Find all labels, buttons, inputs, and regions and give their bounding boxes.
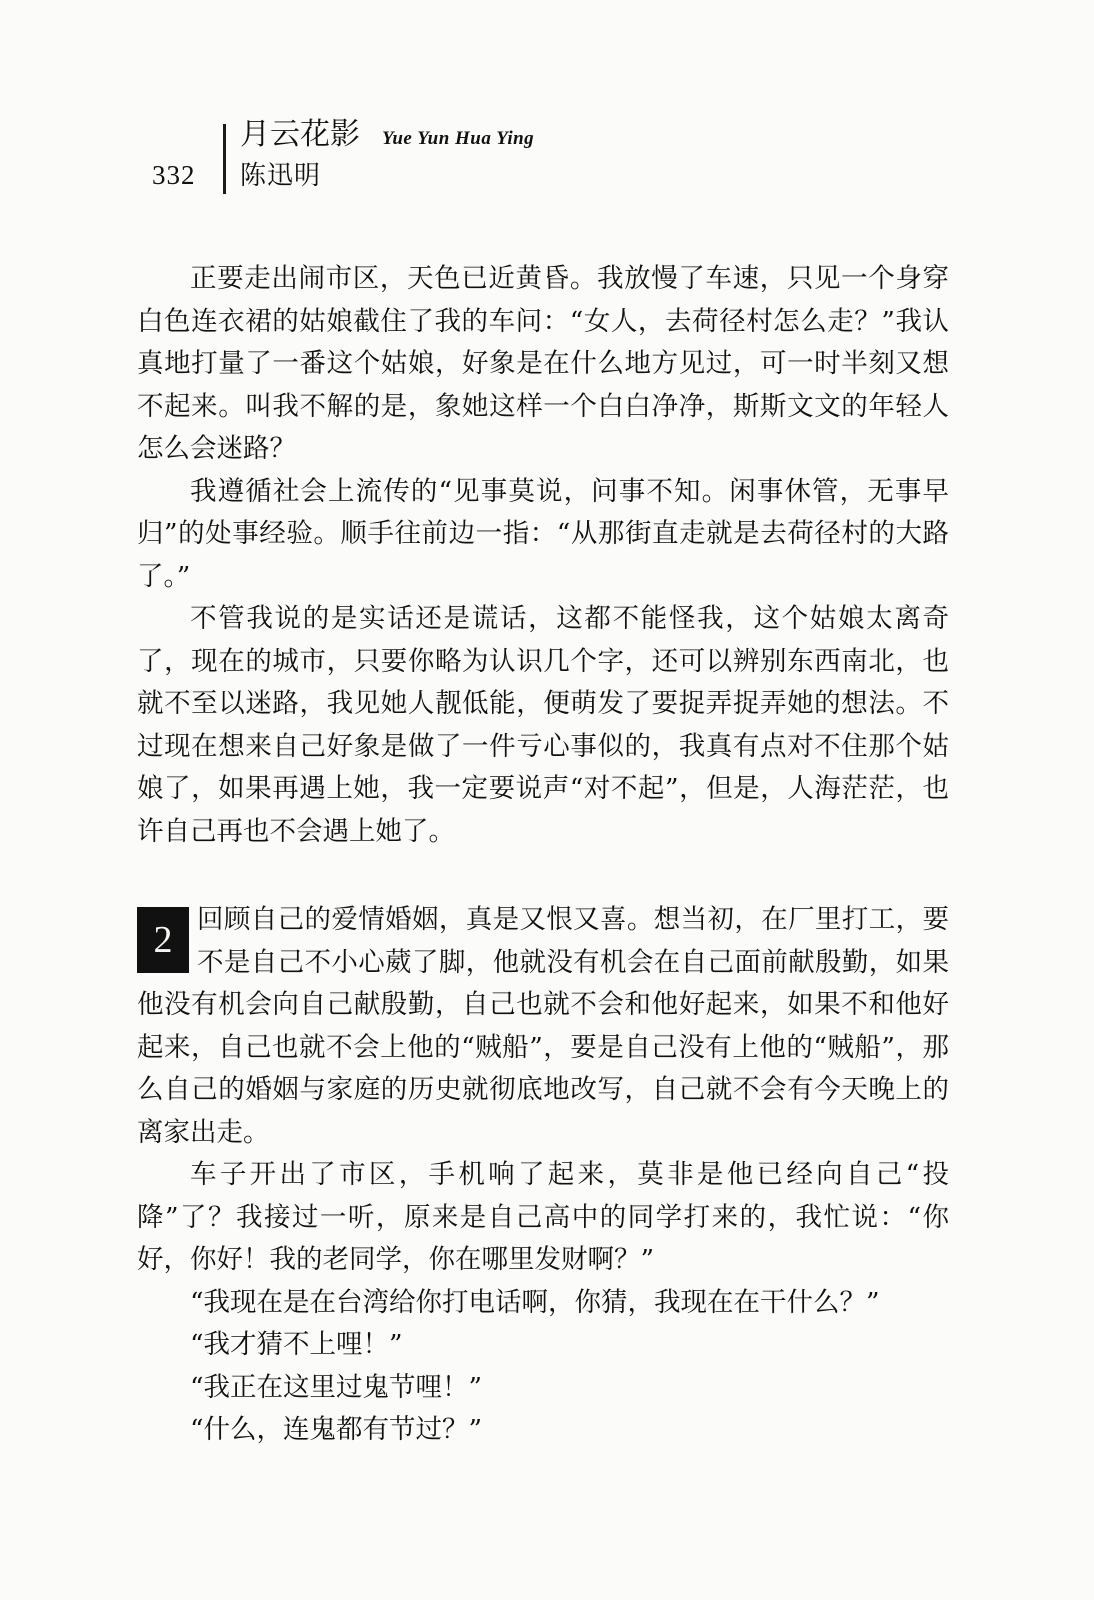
dialogue-line: “我正在这里过鬼节哩！” — [190, 1371, 483, 1403]
section-break — [137, 853, 949, 899]
author-name: 陈迅明 — [240, 161, 322, 191]
section-2-opening-text: 回顾自己的爱情婚姻，真是又恨又喜。想当初，在厂里打工，要不是自己不小心葳了脚，他就没有机会在自己面前献殷勤，如果他没有机会向自己献殷勤，自己也就不会和他好起来，如果不和他好起来，自己也就不会上他的“贼船”，要是自己没有上他的“贼船”，那么自己的婚姻与家庭的历史就彻底地改写，自己就不会有今天晚上的离家出走。 — [137, 904, 949, 1148]
dialogue-line: “我现在是在台湾给你打电话啊，你猜，我现在在干什么？” — [190, 1286, 880, 1318]
book-title-pinyin: Yue Yun Hua Ying — [382, 128, 535, 149]
paragraph: 车子开出了市区，手机响了起来，莫非是他已经向自己“投降”了？我接过一听，原来是自己高中的同学打来的，我忙说：“你好，你好！我的老同学，你在哪里发财啊？” — [137, 1159, 949, 1275]
paragraph: 正要走出闹市区，天色已近黄昏。我放慢了车速，只见一个身穿白色连衣裙的姑娘截住了我的车问：“女人，去荷径村怎么走？”我认真地打量了一番这个姑娘，好象是在什么地方见过，可一时半刻又想不起来。叫我不解的是，象她这样一个白白净净，斯斯文文的年轻人怎么会迷路？ — [137, 263, 949, 464]
paragraph: 不管我说的是实话还是谎话，这都不能怪我，这个姑娘太离奇了，现在的城市，只要你略为认识几个字，还可以辨别东西南北，也就不至以迷路，我见她人靓低能，便萌发了要捉弄捉弄她的想法。不过现在想来自己好象是做了一件亏心事似的，我真有点对不住那个姑娘了，如果再遇上她，我一定要说声“对不起”，但是，人海茫茫，也许自己再也不会遇上她了。 — [137, 603, 949, 847]
section-number-badge: 2 — [137, 907, 189, 973]
page-number: 332 — [152, 160, 196, 190]
dialogue-line: “什么，连鬼都有节过？” — [190, 1414, 483, 1445]
dialogue-line: “我才猜不上哩！” — [190, 1329, 403, 1360]
section-2-first-paragraph — [137, 899, 949, 1154]
body-text — [137, 258, 949, 1452]
book-title: 月云花影 — [240, 117, 360, 152]
header-divider — [223, 124, 226, 194]
running-header-title — [240, 115, 534, 159]
paragraph: 我遵循社会上流传的“见事莫说，问事不知。闲事休管，无事早归”的处事经验。顺手往前边一指：“从那街直走就是去荷径村的大路了。” — [137, 475, 949, 592]
